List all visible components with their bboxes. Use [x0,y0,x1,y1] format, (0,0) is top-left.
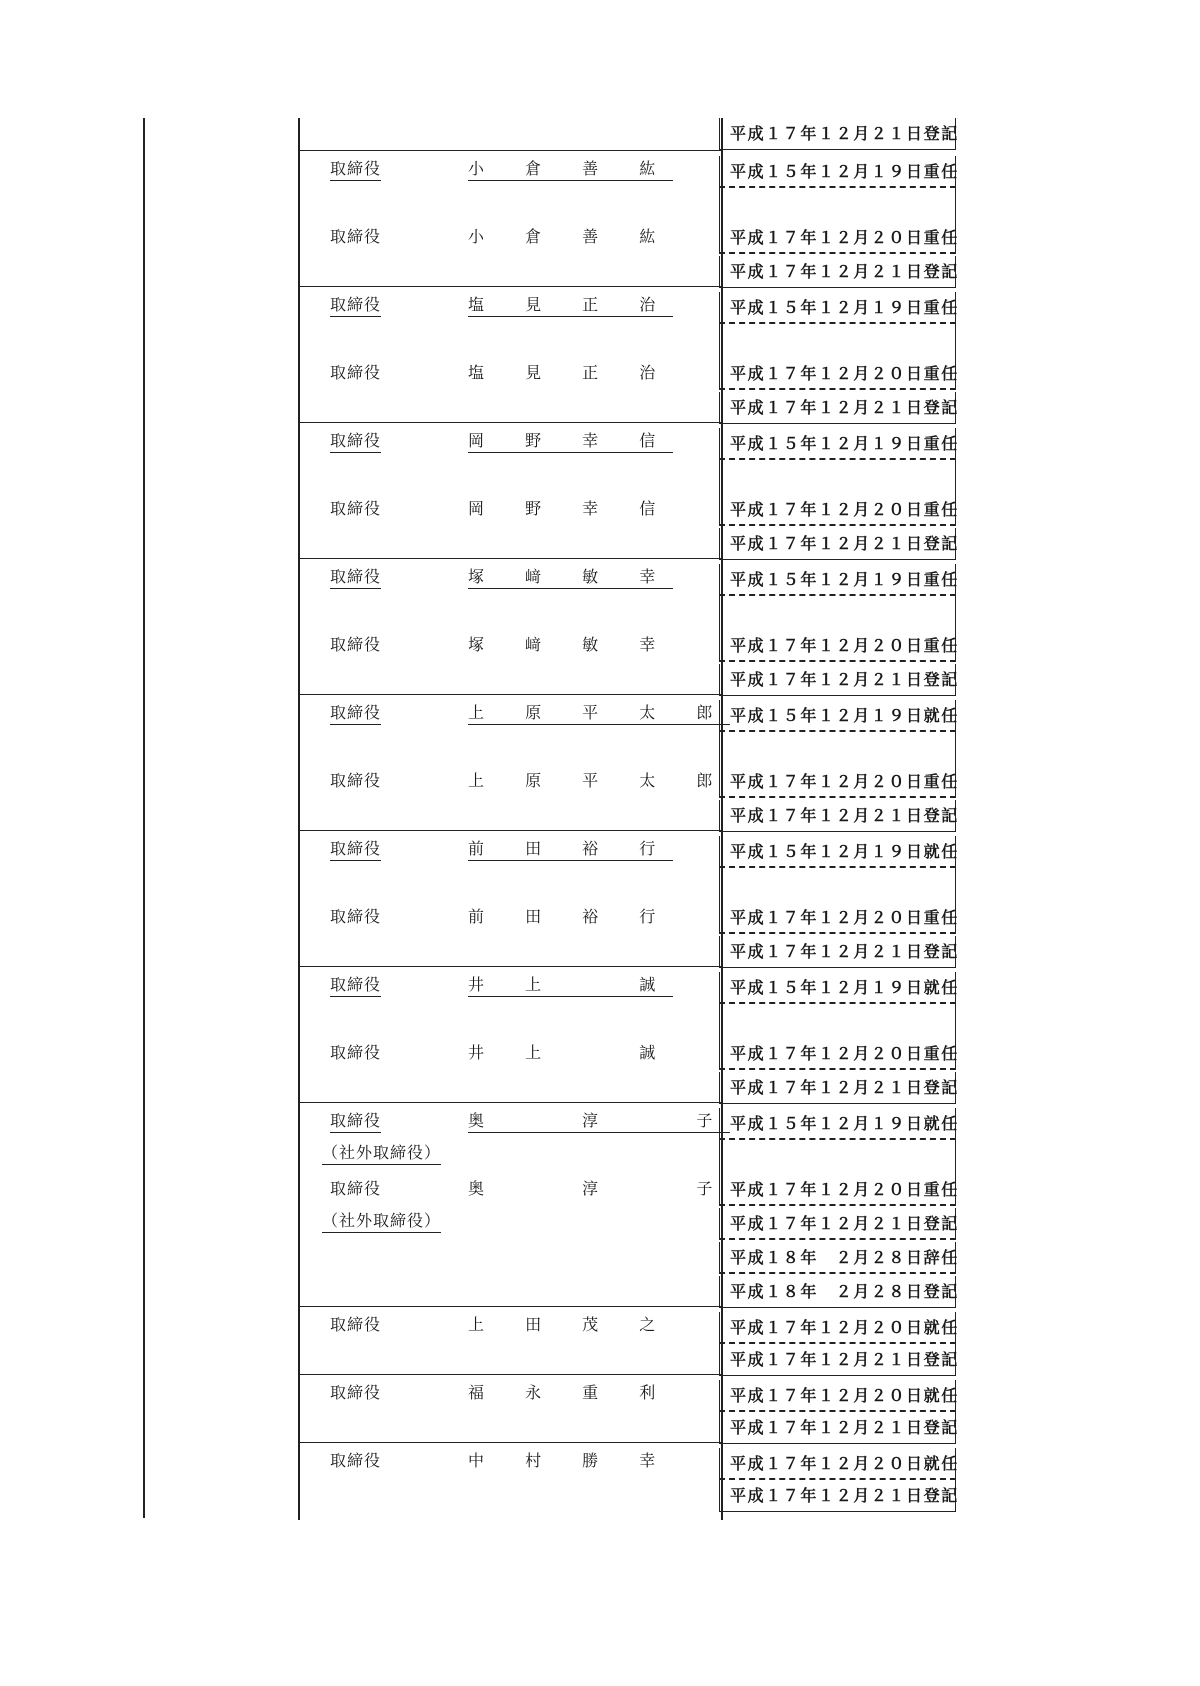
date-new-0: 平成１７年１２月２０日重任 [719,630,956,662]
date-blank [719,596,956,632]
new-title: 取締役 [330,227,382,246]
date-blank [719,188,956,224]
date-new-1: 平成１７年１２月２１日登記 [719,1072,956,1104]
date-new-1: 平成１７年１２月２１日登記 [719,256,956,288]
row-divider [300,150,721,151]
row-divider [300,1306,721,1307]
date-new-0: 平成１７年１２月２０日重任 [719,1174,956,1206]
row-divider [300,1374,721,1375]
old-title: 取締役 [330,156,381,181]
new-name: 奥 淳 子 [468,1179,731,1198]
old-name: 小 倉 善 紘 [468,156,673,181]
row-divider [300,830,721,831]
old-name: 奥 淳 子 [468,1108,730,1133]
date-current-0: 平成１７年１２月２０日就任 [719,1380,956,1412]
date-blank [719,868,956,904]
new-title: 取締役 [330,499,382,518]
current-title: 取締役 [330,1315,382,1334]
date-old-term: 平成１５年１２月１９日重任 [719,292,956,324]
new-name: 岡 野 幸 信 [468,499,674,518]
date-current-0: 平成１７年１２月２０日就任 [719,1312,956,1344]
date-old-term: 平成１５年１２月１９日重任 [719,428,956,460]
date-old-term: 平成１５年１２月１９日就任 [719,1108,956,1140]
date-blank [719,1140,956,1176]
date-new-1: 平成１７年１２月２１日登記 [719,800,956,832]
old-title: 取締役 [330,428,381,453]
old-name: 塩 見 正 治 [468,292,673,317]
old-title: 取締役 [330,972,381,997]
new-name: 井 上 誠 [468,1043,674,1062]
date-new-0: 平成１７年１２月２０日重任 [719,1038,956,1070]
date-blank [719,460,956,496]
new-title: 取締役 [330,907,382,926]
row-divider [300,558,721,559]
current-name: 福 永 重 利 [468,1383,674,1402]
date-old-term: 平成１５年１２月１９日就任 [719,836,956,868]
new-name: 上 原 平 太 郎 [468,771,731,790]
date-blank [719,732,956,768]
date-blank [719,324,956,360]
date-carryover: 平成１７年１２月２１日登記 [719,118,956,150]
old-title: 取締役 [330,700,381,725]
date-new-1: 平成１７年１２月２１日登記 [719,1208,956,1240]
row-divider [300,966,721,967]
new-title: 取締役 [330,771,382,790]
date-new-1: 平成１７年１２月２１日登記 [719,392,956,424]
date-new-0: 平成１７年１２月２０日重任 [719,766,956,798]
date-new-2: 平成１８年 ２月２８日辞任 [719,1242,956,1274]
old-name: 前 田 裕 行 [468,836,673,861]
old-name: 塚 﨑 敏 幸 [468,564,673,589]
current-name: 上 田 茂 之 [468,1315,674,1334]
date-current-1: 平成１７年１２月２１日登記 [719,1344,956,1376]
date-old-term: 平成１５年１２月１９日就任 [719,972,956,1004]
officer-register-table [298,118,964,1520]
date-new-0: 平成１７年１２月２０日重任 [719,222,956,254]
officer-column [298,118,731,1520]
row-divider [300,1102,721,1103]
old-title: 取締役 [330,292,381,317]
old-title: 取締役 [330,564,381,589]
new-name: 小 倉 善 紘 [468,227,674,246]
new-title: 取締役 [330,1179,382,1198]
date-new-1: 平成１７年１２月２１日登記 [719,528,956,560]
new-title: 取締役 [330,363,382,382]
row-divider [300,422,721,423]
row-divider [300,286,721,287]
date-new-0: 平成１７年１２月２０日重任 [719,494,956,526]
date-new-0: 平成１７年１２月２０日重任 [719,902,956,934]
row-divider [300,1442,721,1443]
date-new-0: 平成１７年１２月２０日重任 [719,358,956,390]
old-name: 上 原 平 太 郎 [468,700,730,725]
new-name: 前 田 裕 行 [468,907,674,926]
current-title: 取締役 [330,1451,382,1470]
date-new-1: 平成１７年１２月２１日登記 [719,936,956,968]
binding-margin-line [143,118,145,1518]
old-name: 岡 野 幸 信 [468,428,673,453]
date-old-term: 平成１５年１２月１９日重任 [719,564,956,596]
new-title: 取締役 [330,635,382,654]
old-name: 井 上 誠 [468,972,673,997]
current-title: 取締役 [330,1383,382,1402]
date-old-term: 平成１５年１２月１９日就任 [719,700,956,732]
new-note: （社外取締役） [322,1208,441,1233]
old-title: 取締役 [330,836,381,861]
new-name: 塚 﨑 敏 幸 [468,635,674,654]
date-new-3: 平成１８年 ２月２８日登記 [719,1276,956,1308]
date-blank [719,1004,956,1040]
new-title: 取締役 [330,1043,382,1062]
date-current-1: 平成１７年１２月２１日登記 [719,1412,956,1444]
date-current-1: 平成１７年１２月２１日登記 [719,1480,956,1512]
old-note: （社外取締役） [322,1140,441,1165]
date-new-1: 平成１７年１２月２１日登記 [719,664,956,696]
current-name: 中 村 勝 幸 [468,1451,674,1470]
new-name: 塩 見 正 治 [468,363,674,382]
date-column [719,118,964,1520]
old-title: 取締役 [330,1108,381,1133]
row-divider [300,694,721,695]
date-old-term: 平成１５年１２月１９日重任 [719,156,956,188]
date-current-0: 平成１７年１２月２０日就任 [719,1448,956,1480]
